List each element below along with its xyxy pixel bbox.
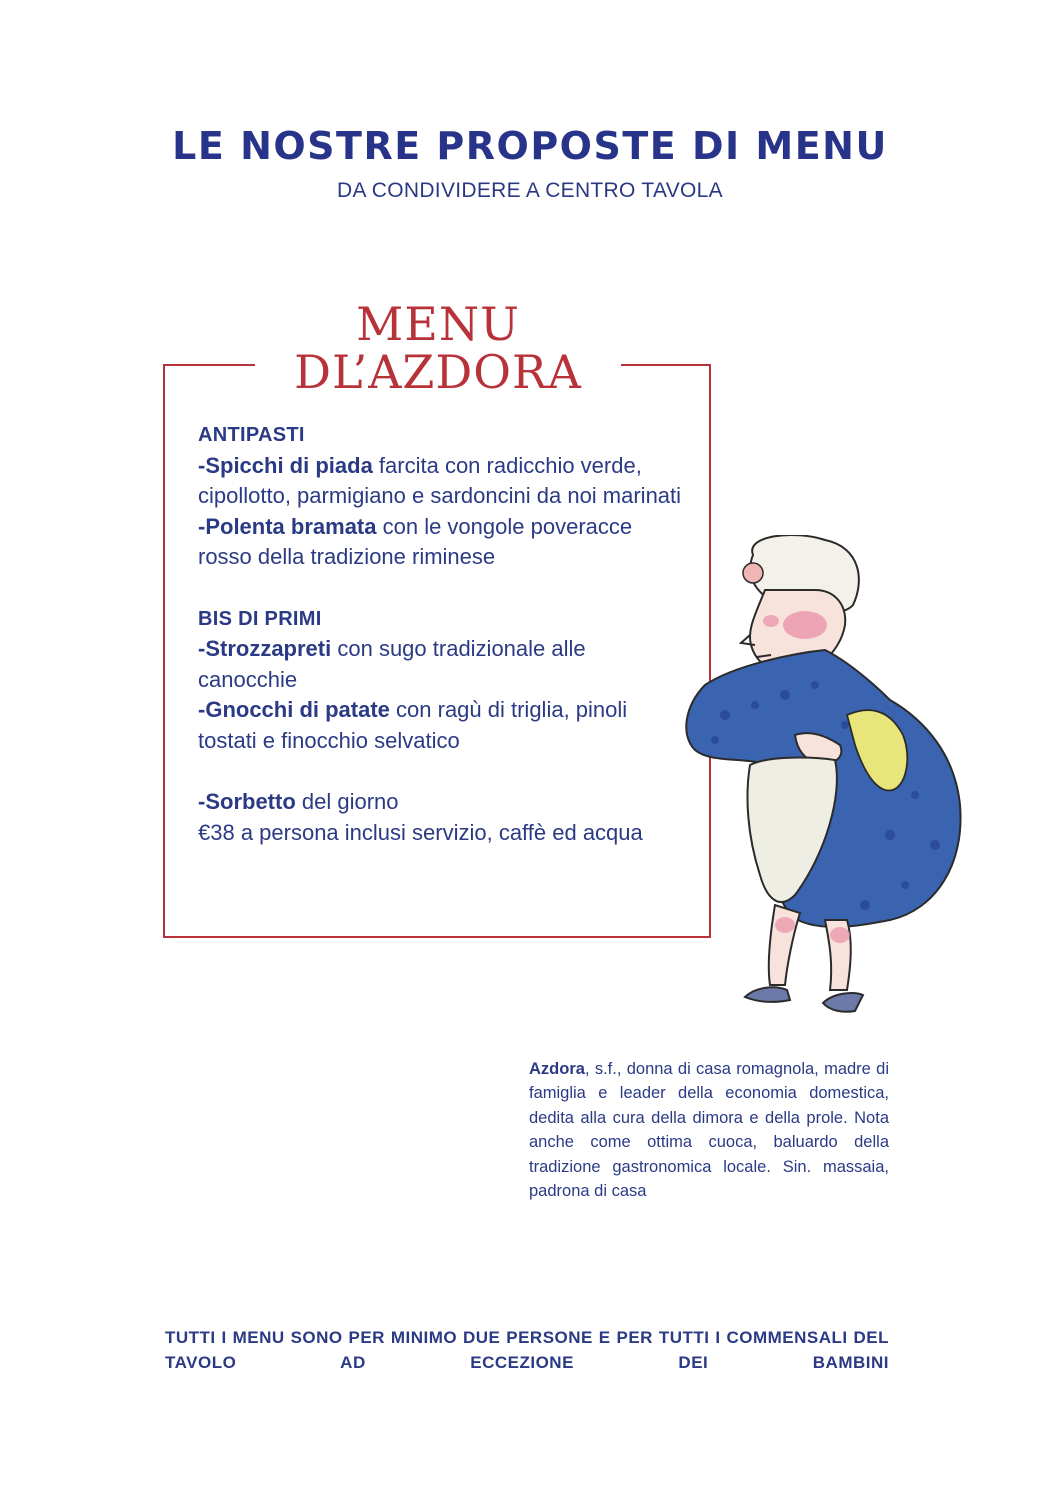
menu-item: [198, 451, 688, 512]
menu-item: [198, 634, 688, 695]
definition-text: , s.f., donna di casa romagnola, madre di famiglia e leader della economia domestica, dedita alla cura della dimora e della prole. Nota anche come ottima cuoca, baluardo della tradizione gastronomica locale. Sin. massaia, padrona di casa: [529, 1060, 889, 1201]
page-title: LE NOSTRE PROPOSTE DI MENU: [172, 124, 888, 168]
menu-item-dessert: [198, 787, 688, 818]
menu-title: [255, 297, 621, 399]
azdora-illustration-icon: [675, 535, 975, 1025]
page-subtitle: DA CONDIVIDERE A CENTRO TAVOLA: [337, 179, 723, 202]
menu-item-name: -Spicchi di piada: [198, 452, 373, 478]
menu-item: [198, 695, 688, 756]
menu-item-name: -Sorbetto: [198, 789, 296, 814]
menu-title-line1: MENU: [356, 297, 520, 351]
menu-item-desc: con le vongole poveracce rosso della tradizione riminese: [198, 513, 633, 569]
azdora-definition: [529, 1057, 889, 1203]
menu-item-name: -Strozzapreti: [198, 636, 332, 661]
menu-item-name: -Polenta bramata: [198, 513, 377, 539]
menu-item-desc: farcita con radicchio verde, cipollotto, parmigiano e sardoncini da noi marinati: [198, 452, 682, 508]
menu-content: [198, 420, 688, 848]
menu-box-top-left-line: [163, 364, 255, 366]
menu-item-name: -Gnocchi di patate: [198, 697, 390, 722]
menu-price: €38 a persona inclusi servizio, caffè ed acqua: [198, 819, 643, 845]
menu-title-line2: DL’AZDORA: [294, 345, 582, 399]
definition-term: Azdora: [529, 1060, 585, 1078]
footer-note: TUTTI I MENU SONO PER MINIMO DUE PERSONE E PER TUTTI I COMMENSALI DEL TAVOLO AD ECCEZIONE DEI BAMBINI: [165, 1328, 889, 1372]
section-heading-primi: BIS DI PRIMI: [198, 607, 322, 630]
menu-item-desc: del giorno: [295, 789, 399, 814]
menu-item: [198, 512, 688, 573]
menu-item-desc: con sugo tradizionale alle canocchie: [198, 636, 586, 692]
section-heading-antipasti: ANTIPASTI: [198, 424, 305, 446]
menu-item-desc: con ragù di triglia, pinoli tostati e finocchio selvatico: [198, 697, 628, 753]
menu-box-top-right-line: [621, 364, 711, 366]
